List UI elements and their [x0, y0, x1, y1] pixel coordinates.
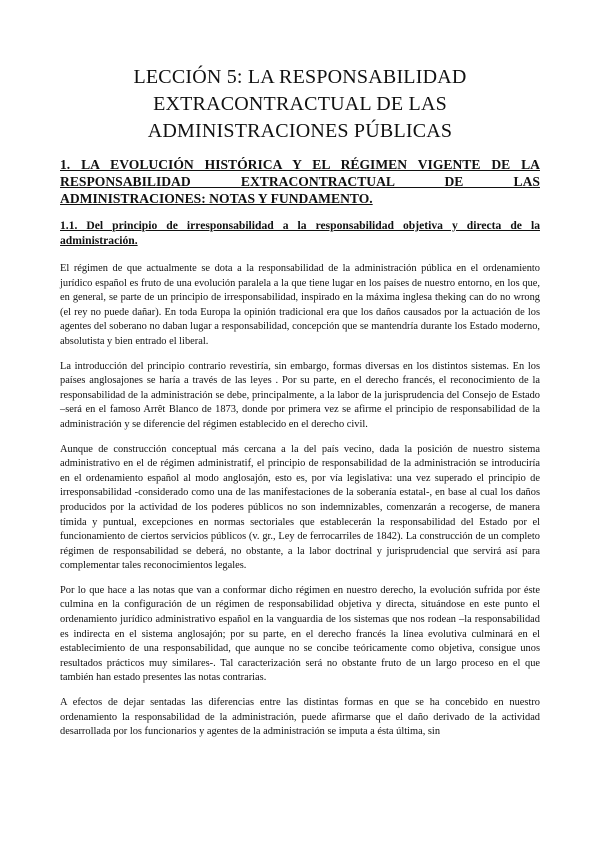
document-title: LECCIÓN 5: LA RESPONSABILIDAD EXTRACONTRACTUAL DE LAS ADMINISTRACIONES PÚBLICAS [133, 66, 467, 142]
document-page [60, 64, 540, 750]
paragraph-4: Por lo que hace a las notas que van a conformar dicho régimen en nuestro derecho, la evolución sufrida por éste culmina en la configuración de un régimen de responsabilidad objetiva y directa, situándose en este punto el ordenamiento jurídico administrativo español en la vanguardia de los sistemas que nos rodean –la responsabilidad es indirecta en el sistema anglosajón; por su parte, en el derecho francés la línea evolutiva culminará en el establecimiento de una responsabilidad, que aunque no se concibe teóricamente como objetiva, consigue unos resultados prácticos muy similares-. Tal caracterización será no obstante fruto de un largo proceso en el que también han estado presentes las notas contrarias. [60, 584, 540, 684]
paragraph-1: El régimen de que actualmente se dota a la responsabilidad de la administración pública en el ordenamiento jurídico español es fruto de una evolución paralela a la que tiene lugar en los países de nuestro entorno, en los que, en general, se parte de un principio de irresponsabilidad, inspirado en la máxima inglesa theking can do no wrong (el rey no puede dañar). En toda Europa la opinión tradicional era que los daños causados por la actuación de los agentes del soberano no daban lugar a responsabilidad, concepción que se mantendría durante los Estado moderno, absolutista y bien entrado el liberal. [60, 263, 540, 347]
section-heading: 1. LA EVOLUCIÓN HISTÓRICA Y EL RÉGIMEN VIGENTE DE LA RESPONSABILIDAD EXTRACONTRACTUAL DE LAS ADMINISTRACIONES: NOTAS Y FUNDAMENTO. [60, 157, 540, 206]
paragraph-5: A efectos de dejar sentadas las diferencias entre las distintas formas en que se ha concebido en nuestro ordenamiento la responsabilidad de la administración, puede afirmarse que el daño derivado de la actividad desarrollada por los funcionarios y agentes de la administración se imputa a ésta última, sin [60, 697, 540, 738]
paragraph-3: Aunque de construcción conceptual más cercana a la del país vecino, dada la posición de nuestro sistema administrativo en el de régimen administratif, el principio de responsabilidad de la administración se introduciría en el ordenamiento español al modo anglosajón, esto es, por vía legislativa: una vez superado el principio de irresponsabilidad -considerado como una de las manifestaciones de la soberanía estatal-, en base al cual los daños producidos por la actividad de los poderes públicos no son indemnizables, comenzarán a recogerse, de manera tímida y puntual, excepciones en normas sectoriales que establecerán la responsabilidad del Estado por el funcionamiento de ciertos servicios públicos (v. gr., Ley de ferrocarriles de 1842). La construcción de un completo régimen de responsabilidad se deberá, no obstante, a la labor doctrinal y jurisprudencial que servirá así para complementar tales reconocimientos legales. [60, 443, 540, 572]
subsection-heading: 1.1. Del principio de irresponsabilidad a la responsabilidad objetiva y directa de la administración. [60, 219, 540, 247]
paragraph-2: La introducción del principio contrario revestiría, sin embargo, formas diversas en los distintos sistemas. En los países anglosajones se haría a través de las leyes . Por su parte, en el derecho francés, el reconocimiento de la responsabilidad de la administración se debe, principalmente, a la labor de la jurisprudencia del Consejo de Estado –será en el famoso Arrêt Blanco de 1873, donde por primera vez se afirme el principio de responsabilidad de la administración y se diferencie del régimen establecido en el derecho civil. [60, 360, 540, 430]
